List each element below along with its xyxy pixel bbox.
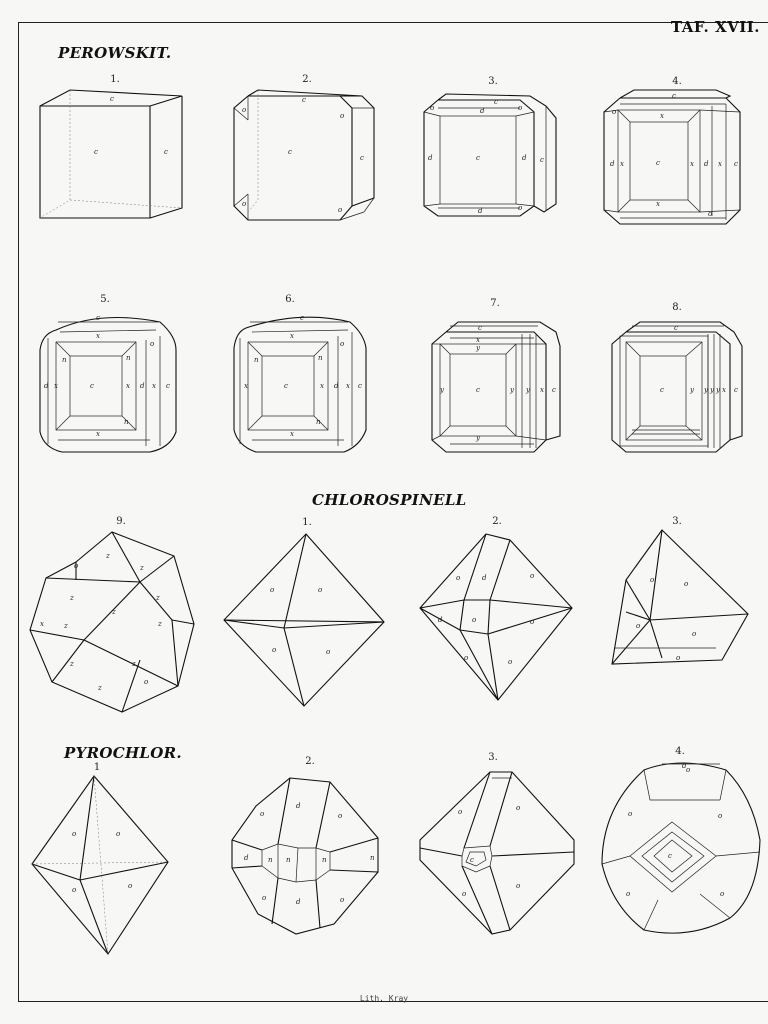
face-label: d: [438, 616, 443, 624]
face-label: d: [140, 382, 145, 390]
section-title-perowskit: PEROWSKIT.: [58, 44, 172, 62]
face-label: o: [720, 890, 725, 898]
face-label: c: [284, 382, 288, 390]
face-label: n: [286, 856, 291, 864]
face-label: o: [676, 654, 681, 662]
figure-number: 5.: [100, 294, 110, 305]
face-label: o: [128, 882, 133, 890]
face-label: c: [660, 386, 664, 394]
figure-number: 3.: [672, 516, 682, 527]
face-label: x: [290, 430, 294, 438]
face-label: c: [110, 95, 114, 103]
crystal-figure: [234, 90, 374, 220]
face-label: o: [340, 112, 345, 120]
face-label: z: [112, 608, 116, 616]
face-label: o: [516, 804, 521, 812]
face-label: c: [96, 314, 100, 322]
face-label: o: [272, 646, 277, 654]
face-label: o: [650, 576, 655, 584]
face-label: c: [300, 314, 304, 322]
face-label: c: [476, 154, 480, 162]
face-label: x: [96, 332, 100, 340]
figure-number: 3.: [488, 752, 498, 763]
crystal-figure: [30, 532, 194, 712]
face-label: d: [296, 898, 301, 906]
face-label: n: [62, 356, 67, 364]
face-label: o: [430, 104, 435, 112]
face-label: o: [718, 812, 723, 820]
face-label: o: [260, 810, 265, 818]
face-label: x: [346, 382, 350, 390]
face-label: o: [626, 890, 631, 898]
face-label: z: [98, 684, 102, 692]
face-label: d: [480, 107, 485, 115]
face-label: n: [322, 856, 327, 864]
face-label: c: [552, 386, 556, 394]
face-label: c: [540, 156, 544, 164]
face-label: o: [116, 830, 121, 838]
face-label: x: [320, 382, 324, 390]
face-label: d: [522, 154, 527, 162]
face-label: o: [530, 572, 535, 580]
face-label: o: [242, 106, 247, 114]
face-label: o: [270, 586, 275, 594]
crystal-figure: [420, 772, 574, 934]
face-label: z: [70, 594, 74, 602]
face-label: o: [318, 586, 323, 594]
face-label: c: [478, 324, 482, 332]
face-label: o: [508, 658, 513, 666]
face-label: o: [242, 200, 247, 208]
face-label: x: [620, 160, 624, 168]
face-label: o: [628, 810, 633, 818]
face-label: o: [326, 648, 331, 656]
face-label: z: [70, 660, 74, 668]
face-label: y: [526, 386, 530, 394]
face-label: o: [74, 562, 79, 570]
crystal-figure: [612, 530, 748, 664]
face-label: o: [472, 616, 477, 624]
face-label: c: [358, 382, 362, 390]
face-label: d: [610, 160, 615, 168]
face-label: x: [540, 386, 544, 394]
figure-number: 2.: [492, 516, 502, 527]
face-label: z: [106, 552, 110, 560]
face-label: o: [72, 886, 77, 894]
face-label: o: [530, 618, 535, 626]
face-label: d: [682, 762, 687, 770]
crystal-figure: [40, 314, 176, 452]
face-label: o: [340, 340, 345, 348]
face-label: o: [518, 104, 523, 112]
face-label: o: [692, 630, 697, 638]
figure-number: 9.: [116, 516, 126, 527]
face-label: o: [612, 108, 617, 116]
face-label: n: [370, 854, 375, 862]
figure-number: 1.: [302, 517, 312, 528]
face-label: y: [690, 386, 694, 394]
face-label: n: [316, 418, 321, 426]
face-label: c: [476, 386, 480, 394]
face-label: o: [708, 210, 713, 218]
face-label: d: [428, 154, 433, 162]
face-label: d: [482, 574, 487, 582]
face-label: c: [656, 159, 660, 167]
face-label: o: [456, 574, 461, 582]
face-label: n: [318, 354, 323, 362]
figure-number: 4.: [672, 76, 682, 87]
crystal-figure: [232, 778, 378, 934]
face-label: c: [164, 148, 168, 156]
face-label: x: [476, 336, 480, 344]
face-label: c: [288, 148, 292, 156]
face-label: y: [476, 344, 480, 352]
face-label: x: [690, 160, 694, 168]
face-label: x: [40, 620, 44, 628]
face-label: o: [144, 678, 149, 686]
face-label: c: [494, 98, 498, 106]
face-label: c: [672, 92, 676, 100]
figure-number: 7.: [490, 298, 500, 309]
face-label: c: [668, 852, 672, 860]
face-label: c: [470, 856, 474, 864]
face-label: n: [124, 418, 129, 426]
figure-number: 1.: [110, 74, 120, 85]
face-label: o: [458, 808, 463, 816]
face-label: z: [64, 622, 68, 630]
face-label: d: [704, 160, 709, 168]
face-label: o: [636, 622, 641, 630]
face-label: o: [462, 890, 467, 898]
figure-number: 4.: [675, 746, 685, 757]
crystal-figure: [424, 94, 556, 216]
face-label: z: [158, 620, 162, 628]
crystal-figure: [432, 322, 560, 452]
face-label: y: [476, 434, 480, 442]
face-label: c: [166, 382, 170, 390]
face-label: c: [302, 96, 306, 104]
crystal-figure: [234, 314, 366, 452]
face-label: d: [296, 802, 301, 810]
face-label: n: [254, 356, 259, 364]
section-title-chlorospinell: CHLOROSPINELL: [312, 491, 467, 509]
face-label: y: [510, 386, 514, 394]
face-label: o: [338, 812, 343, 820]
face-label: x: [54, 382, 58, 390]
face-label: x: [96, 430, 100, 438]
face-label: d: [244, 854, 249, 862]
figure-number: 2.: [305, 756, 315, 767]
face-label: d: [44, 382, 49, 390]
face-label: x: [722, 386, 726, 394]
crystal-figure: [602, 762, 760, 933]
figure-number: 8.: [672, 302, 682, 313]
face-label: x: [718, 160, 722, 168]
figure-number: 2.: [302, 74, 312, 85]
face-label: n: [268, 856, 273, 864]
face-label: c: [734, 386, 738, 394]
face-label: x: [660, 112, 664, 120]
face-label: o: [516, 882, 521, 890]
face-label: x: [290, 332, 294, 340]
face-label: o: [340, 896, 345, 904]
face-label: y: [710, 386, 714, 394]
crystal-figure: [420, 534, 572, 700]
plate-number: TAF. XVII.: [670, 18, 760, 36]
face-label: o: [262, 894, 267, 902]
face-label: n: [126, 354, 131, 362]
face-label: z: [132, 660, 136, 668]
face-label: x: [656, 200, 660, 208]
face-label: c: [90, 382, 94, 390]
face-label: x: [244, 382, 248, 390]
crystal-figure: [604, 90, 740, 224]
face-label: c: [674, 324, 678, 332]
section-title-pyrochlor: PYROCHLOR.: [64, 744, 182, 762]
lithographer-imprint: Lith. Kray: [359, 994, 409, 1003]
crystal-figure: [32, 776, 168, 954]
face-label: y: [440, 386, 444, 394]
face-label: d: [334, 382, 339, 390]
face-label: y: [716, 386, 720, 394]
face-label: x: [126, 382, 130, 390]
crystal-figure: [224, 534, 384, 706]
face-label: o: [72, 830, 77, 838]
face-label: o: [686, 766, 691, 774]
figure-number: 1: [93, 762, 101, 773]
face-label: z: [156, 594, 160, 602]
face-label: o: [518, 204, 523, 212]
face-label: o: [684, 580, 689, 588]
face-label: y: [704, 386, 708, 394]
face-label: z: [140, 564, 144, 572]
figure-number: 3.: [488, 76, 498, 87]
face-label: o: [464, 654, 469, 662]
crystal-figure: [612, 322, 742, 452]
face-label: c: [94, 148, 98, 156]
face-label: x: [152, 382, 156, 390]
face-label: c: [360, 154, 364, 162]
face-label: o: [150, 340, 155, 348]
face-label: d: [478, 207, 483, 215]
face-label: o: [338, 206, 343, 214]
crystal-figure: [40, 90, 182, 218]
face-label: c: [734, 160, 738, 168]
figure-number: 6.: [285, 294, 295, 305]
